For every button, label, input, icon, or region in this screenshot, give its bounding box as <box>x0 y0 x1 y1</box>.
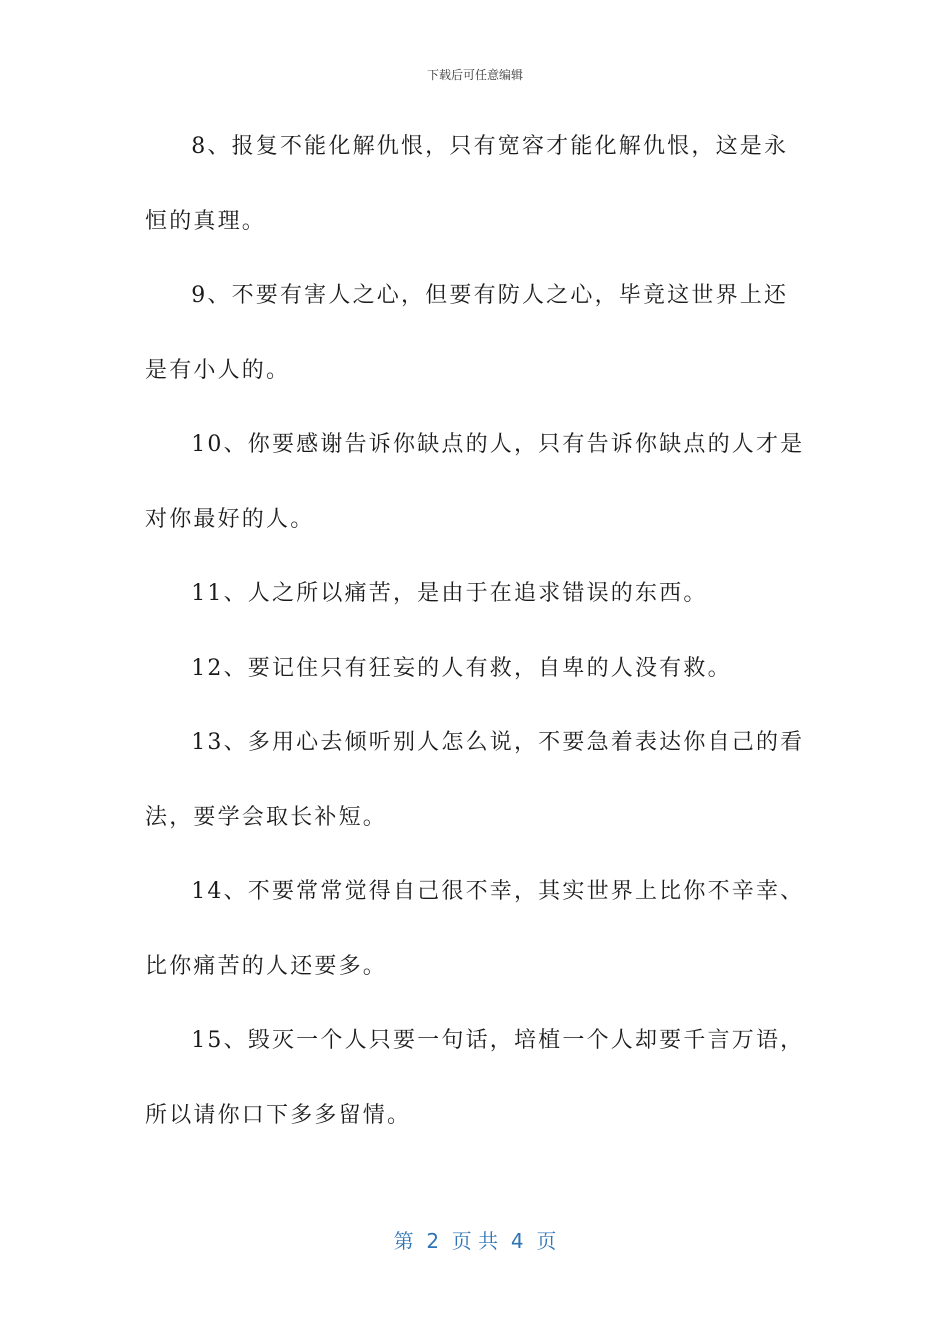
paragraph-13: 13、多用心去倾听别人怎么说，不要急着表达你自己的看法，要学会取长补短。 <box>145 730 805 830</box>
paragraph-10: 10、你要感谢告诉你缺点的人，只有告诉你缺点的人才是对你最好的人。 <box>145 432 805 532</box>
paragraph-9: 9、不要有害人之心，但要有防人之心，毕竟这世界上还是有小人的。 <box>145 283 789 383</box>
page-header-note: 下载后可任意编辑 <box>426 68 523 82</box>
paragraph-15: 15、毁灭一个人只要一句话，培植一个人却要千言万语，所以请你口下多多留情。 <box>145 1028 805 1128</box>
paragraph-12: 12、要记住只有狂妄的人有救，自卑的人没有救。 <box>191 655 732 681</box>
page-number-footer: 第 2 页 共 4 页 <box>393 1229 557 1253</box>
paragraph-8: 8、报复不能化解仇恨，只有宽容才能化解仇恨，这是永恒的真理。 <box>145 134 789 234</box>
document-body <box>145 110 805 1153</box>
paragraph-11: 11、人之所以痛苦，是由于在追求错误的东西。 <box>191 581 708 606</box>
paragraph-14: 14、不要常常觉得自己很不幸，其实世界上比你不辛幸、比你痛苦的人还要多。 <box>145 879 805 979</box>
